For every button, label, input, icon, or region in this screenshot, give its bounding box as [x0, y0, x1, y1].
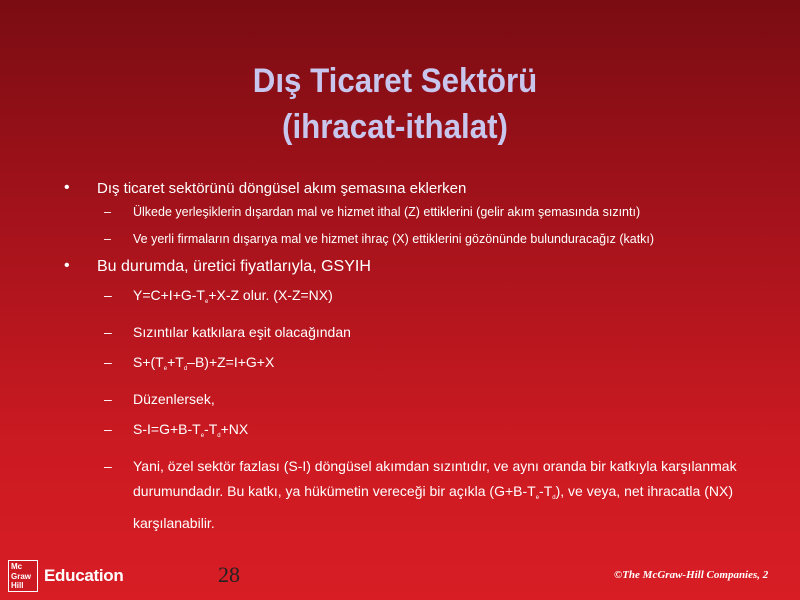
sub-bullet-paragraph: [62, 454, 742, 536]
sub-bullet-text: Sızıntılar katkılara eşit olacağından: [133, 324, 351, 340]
equation-text: $S-I=G+B-T_e-T_d+NX$: [133, 421, 249, 439]
sub-bullet-1-2: [62, 231, 742, 247]
sub-bullet-equation-2: [62, 353, 742, 378]
equation-text: $S+(T_e+T_d-B)+Z=I+G+X$: [133, 354, 275, 372]
dash-icon: –: [104, 287, 112, 303]
dash-icon: –: [104, 421, 112, 437]
dash-icon: –: [104, 205, 111, 219]
paragraph-text: Yani, özel sektör fazlası (S-I) döngüsel akımdan sızıntıdır, ve aynı oranda bir katkıyla karşılanmak durumundadır. Bu katkı, ya hükümetin vereceği bir açıkla $(G+B-T_e-T_d)$, ve veya, net ihracatla (NX) karşılanabilir.: [133, 458, 737, 531]
title-line-2: (ihracat-ithalat): [282, 108, 508, 146]
mcgraw-hill-education-logo: [8, 560, 123, 592]
dash-icon: –: [104, 391, 112, 407]
dash-icon: –: [104, 324, 112, 340]
sub-bullet-equation-1: [62, 286, 742, 311]
title-line-1: Dış Ticaret Sektörü: [252, 62, 538, 100]
page-number: 28: [218, 562, 240, 587]
copyright-notice: ©The McGraw-Hill Companies, 2: [614, 569, 769, 581]
bullet-2: [62, 258, 742, 276]
sub-bullet-text: Düzenlersek,: [133, 391, 215, 407]
equation-text: $Y=C+I+G-T_e+X-Z$ olur. (X-Z=NX): [133, 287, 333, 305]
mcgraw-hill-logo-icon: Mc Graw Hill: [8, 560, 38, 592]
bullet-1-text: Dış ticaret sektörünü döngüsel akım şemasına eklerken: [97, 180, 467, 197]
bullet-1: [62, 180, 742, 197]
education-wordmark: Education: [44, 566, 124, 585]
bullet-dot-icon: •: [64, 257, 70, 274]
sub-bullet-text: Ülkede yerleşiklerin dışardan mal ve hizmet ithal (Z) ettiklerini (gelir akım şemasında sızıntı): [133, 205, 641, 219]
sub-bullet-1-1: [62, 204, 742, 220]
slide-body: [62, 180, 742, 547]
sub-bullet-text: Ve yerli firmaların dışarıya mal ve hizmet ihraç (X) ettiklerini gözönünde bulunduracağız (katkı): [133, 232, 655, 246]
sub-bullet-rearrange: [62, 390, 742, 408]
dash-icon: –: [104, 354, 112, 370]
sub-bullet-equation-3: [62, 420, 742, 445]
bullet-2-text: Bu durumda, üretici fiyatlarıyla, GSYIH: [97, 258, 371, 275]
dash-icon: –: [104, 458, 112, 474]
sub-bullet-leakages: [62, 323, 742, 341]
bullet-dot-icon: •: [64, 179, 70, 196]
slide-title: [0, 58, 790, 150]
dash-icon: –: [104, 232, 111, 246]
